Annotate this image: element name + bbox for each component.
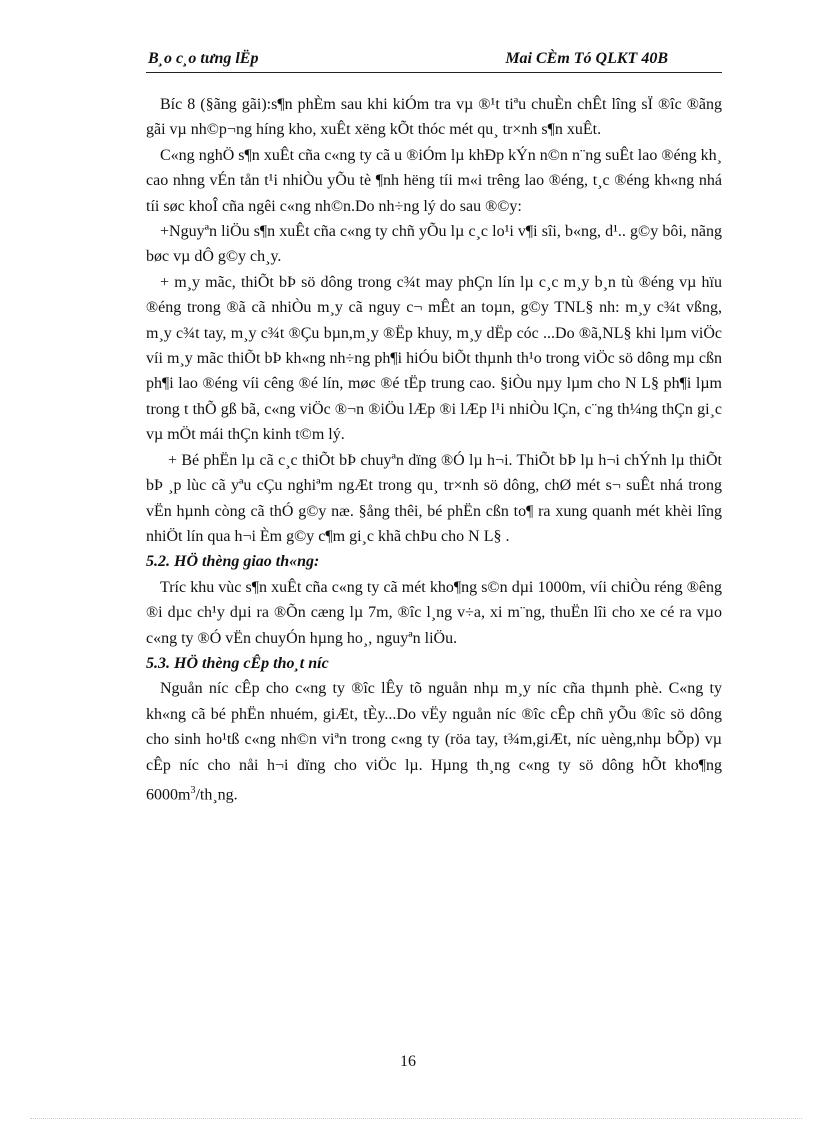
page-header	[146, 50, 722, 73]
page-number: 16	[400, 1053, 416, 1070]
header-author: Mai CÈm Tó QLKT 40B	[505, 50, 668, 67]
paragraph-water	[146, 676, 722, 807]
water-text-tail: /th¸ng.	[195, 786, 238, 804]
page-bottom-divider	[30, 1118, 802, 1119]
page-body	[146, 92, 722, 808]
paragraph-technology: C«ng nghÖ s¶n xuÊt cña c«ng ty cã u ®iÓm lµ khÐp kÝn n©n n¨ng suÊt lao ®éng kh¸ cao nhng vÉn tån t¹i nhiÒu yÕu tè ¶nh hëng tíi m«i trêng lao ®éng, t¸c ®éng kh«ng nhá tíi søc khoÎ cña ngêi c«ng nh©n.Do nh÷ng lý do sau ®©y:	[146, 146, 722, 215]
section-heading-water: 5.3. HÖ thèng cÊp tho¸t níc	[146, 654, 329, 672]
paragraph-machines: + m¸y mãc, thiÕt bÞ sö dông trong c¾t may phÇn lín lµ c¸c m¸y b¸n tù ®éng vµ hïu ®éng trong ®ã cã nhiÒu m¸y cã nguy c¬ mÊt an toµn, g©y TNL§ nh: m¸y c¾t vßng, m¸y c¾t tay, m¸y c¾t ®Çu bµn,m¸y ®Ëp khuy, m¸y dËp cóc ...Do ®ã,NL§ khi lµm viÖc víi m¸y mãc thiÕt bÞ kh«ng nh÷ng ph¶i hiÓu biÕt thµnh th¹o trong viÖc sö dông mµ cßn ph¶i lao ®éng víi cêng ®é lín, møc ®é tËp trung cao. §iÒu nµy lµm cho N L§ ph¶i lµm trong t thÕ gß bã, c«ng viÖc ®¬n ®iÖu lÆp ®i lÆp l¹i nhiÒu lÇn, c¨ng th¼ng thÇn gi¸c vµ mÖt mái thÇn kinh t©m lý.	[146, 273, 722, 444]
paragraph-traffic: Tríc khu vùc s¶n xuÊt cña c«ng ty cã mét kho¶ng s©n dµi 1000m, víi chiÒu réng ®êng ®i dµc ch¹y dµi ra ®Õn cæng lµ 7m, ®îc l¸ng v÷a, xi m¨ng, thuËn lîi cho xe cé ra vµo c«ng ty ®Ó vËn chuyÓn hµng ho¸, nguyªn liÖu.	[146, 578, 722, 647]
paragraph-materials: +Nguyªn liÖu s¶n xuÊt cña c«ng ty chñ yÕu lµ c¸c lo¹i v¶i sîi, b«ng, d¹.. g©y bôi, nãng bøc vµ dÔ g©y ch¸y.	[146, 223, 722, 266]
header-title: B¸o c¸o tưng lËp	[148, 50, 259, 67]
paragraph-step8: Bíc 8 (§ãng gãi):s¶n phÈm sau khi kiÓm tra vµ ®¹t tiªu chuÈn chÊt lîng sÏ ®îc ®ãng gãi vµ nh©p¬ng híng kho, xuÊt xëng kÕt thóc mét qu¸ tr×nh s¶n xuÊt.	[146, 96, 722, 139]
water-text: Nguån níc cÊp cho c«ng ty ®îc lÊy tõ nguån nhµ m¸y níc cña thµnh phè. C«ng ty kh«ng cã bé phËn nhuém, giÆt, tÈy...Do vËy nguån níc ®îc cÊp chñ yÕu ®îc sö dông cho sinh ho¹tß c«ng nh©n viªn trong c«ng ty (röa tay, t¾m,giÆt, níc uèng,nhµ bÕp) vµ cÊp níc cho nåi h¬i dïng cho viÖc lµ. Hµng th¸ng c«ng ty sö dông hÕt kho¶ng 6000m	[146, 680, 722, 804]
section-heading-traffic: 5.2. HÖ thèng giao th«ng:	[146, 553, 320, 571]
water-unit-superscript: 3	[190, 784, 196, 796]
paragraph-ironing: + Bé phËn lµ cã c¸c thiÕt bÞ chuyªn dïng ®Ó lµ h¬i. ThiÕt bÞ lµ h¬i chÝnh lµ thiÕt bÞ ¸p lùc cã yªu cÇu nghiªm ngÆt trong qu¸ tr×nh sö dông, chØ mét s¬ suÊt nhá trong vËn hµnh còng cã thÓ g©y næ. §ång thêi, bé phËn cßn to¶ ra xung quanh mét khèi lîng nhiÖt lín qua h¬i Èm g©y c¶m gi¸c khã chÞu cho N L§ .	[146, 451, 722, 545]
